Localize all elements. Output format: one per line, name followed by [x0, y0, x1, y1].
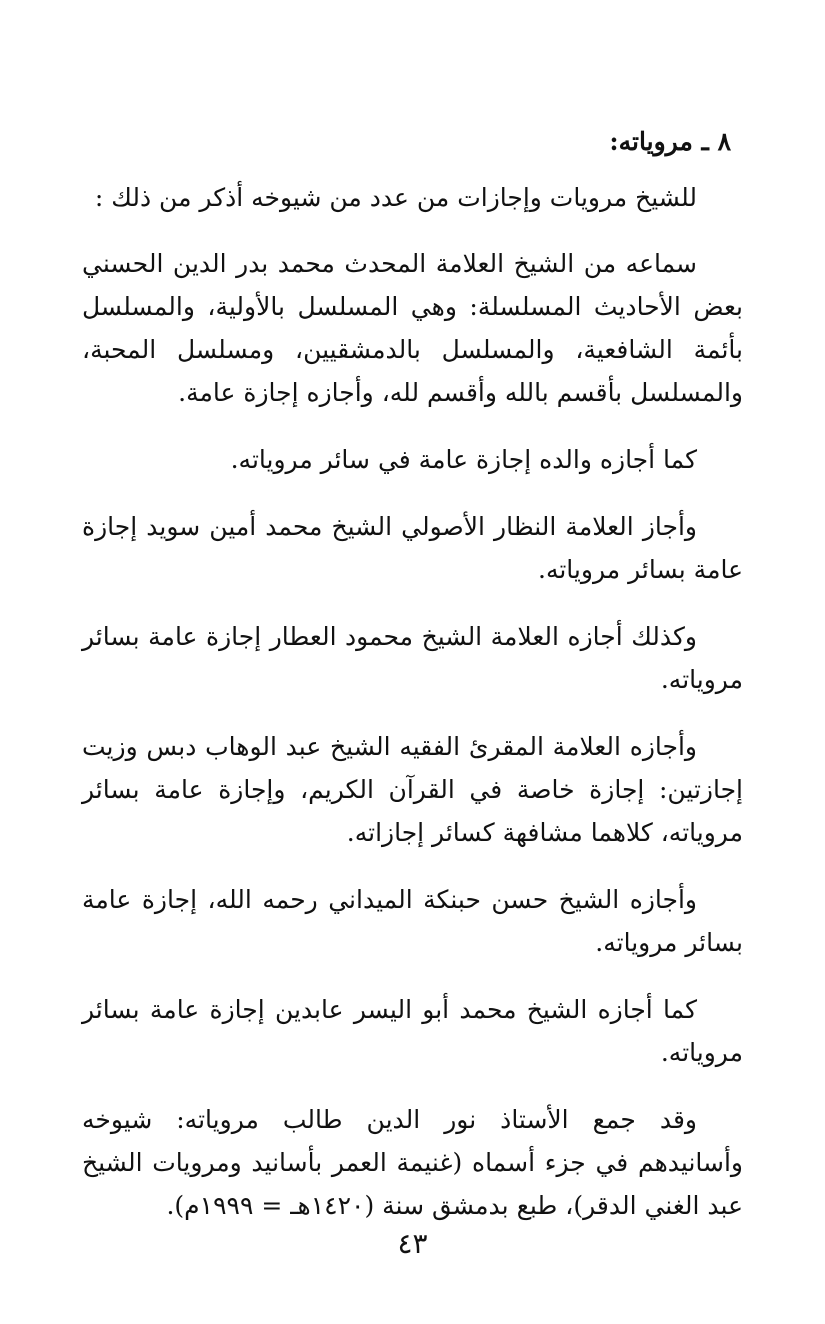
intro-line: للشيخ مرويات وإجازات من عدد من شيوخه أذكر من ذلك :: [94, 183, 697, 212]
paragraph-samaa: سماعه من الشيخ العلامة المحدث محمد بدر الدين الحسني بعض الأحاديث المسلسلة: وهي المسلسل بالأولية، والمسلسل بأئمة الشافعية، والمسلسل بالدمشقيين، ومسلسل المحبة، والمسلسل بأقسم بالله وأقسم لله، وأجازه إجازة عامة.: [82, 249, 743, 407]
page-number: ٤٣: [397, 1227, 428, 1260]
paragraph-compilation: وقد جمع الأستاذ نور الدين طالب مروياته: شيوخه وأسانيدهم في جزء أسماه (غنيمة العمر بأسانيد ومرويات الشيخ عبد الغني الدقر)، طبع بدمشق سنة (١٤٢٠هـ = ١٩٩٩م).: [82, 1105, 743, 1220]
paragraph-attar-ijaza: وكذلك أجازه العلامة الشيخ محمود العطار إجازة عامة بسائر مروياته.: [82, 622, 743, 694]
paragraph-dibs-wazit-ijaza: وأجازه العلامة المقرئ الفقيه الشيخ عبد الوهاب دبس وزيت إجازتين: إجازة خاصة في القرآن الكريم، وإجازة عامة بسائر مروياته، كلاهما مشافهة كسائر إجازاته.: [82, 732, 743, 847]
paragraph-habannaka-ijaza: وأجازه الشيخ حسن حبنكة الميداني رحمه الله، إجازة عامة بسائر مروياته.: [82, 885, 743, 957]
paragraph-father-ijaza: كما أجازه والده إجازة عامة في سائر مروياته.: [230, 445, 697, 474]
section-heading: ٨ ـ مروياته:: [609, 127, 731, 156]
paragraph-abu-alyusr-ijaza: كما أجازه الشيخ محمد أبو اليسر عابدين إجازة عامة بسائر مروياته.: [82, 995, 743, 1067]
paragraph-suwaid-ijaza: وأجاز العلامة النظار الأصولي الشيخ محمد أمين سويد إجازة عامة بسائر مروياته.: [82, 512, 743, 584]
